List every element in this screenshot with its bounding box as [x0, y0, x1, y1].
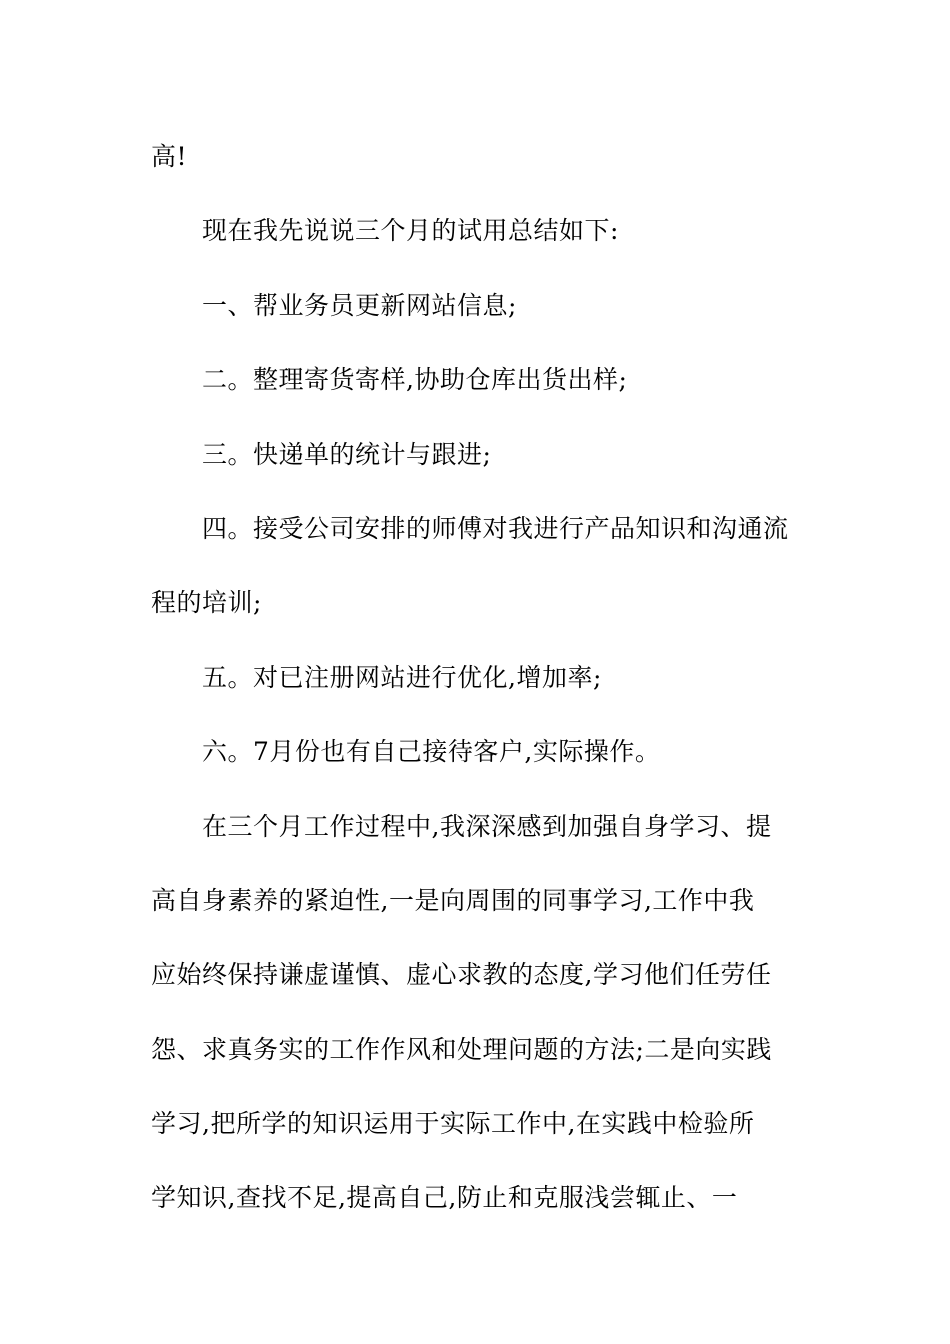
document-body — [151, 120, 791, 1236]
list-item: 四。接受公司安排的师傅对我进行产品知识和沟通流 — [202, 513, 789, 543]
text-line: 在三个月工作过程中,我深深感到加强自身学习、提 — [202, 811, 772, 841]
list-item: 二。整理寄货寄样,协助仓库出货出样; — [202, 365, 628, 395]
text-line: 程的培训; — [151, 588, 262, 618]
list-item: 一、帮业务员更新网站信息; — [202, 290, 517, 320]
list-item: 六。7月份也有自己接待客户,实际操作。 — [202, 737, 661, 767]
list-item: 五。对已注册网站进行优化,增加率; — [202, 662, 602, 692]
text-line: 现在我先说说三个月的试用总结如下: — [202, 216, 619, 246]
text-line: 学习,把所学的知识运用于实际工作中,在实践中检验所 — [151, 1109, 755, 1139]
list-item: 三。快递单的统计与跟进; — [202, 439, 492, 469]
text-line: 应始终保持谦虚谨慎、虚心求教的态度,学习他们任劳任 — [151, 960, 772, 990]
text-line: 高! — [151, 142, 188, 171]
text-line: 学知识,查找不足,提高自己,防止和克服浅尝辄止、一 — [151, 1183, 738, 1213]
text-line: 高自身素养的紧迫性,一是向周围的同事学习,工作中我 — [151, 885, 755, 915]
text-line: 怨、求真务实的工作作风和处理问题的方法;二是向实践 — [151, 1034, 772, 1064]
